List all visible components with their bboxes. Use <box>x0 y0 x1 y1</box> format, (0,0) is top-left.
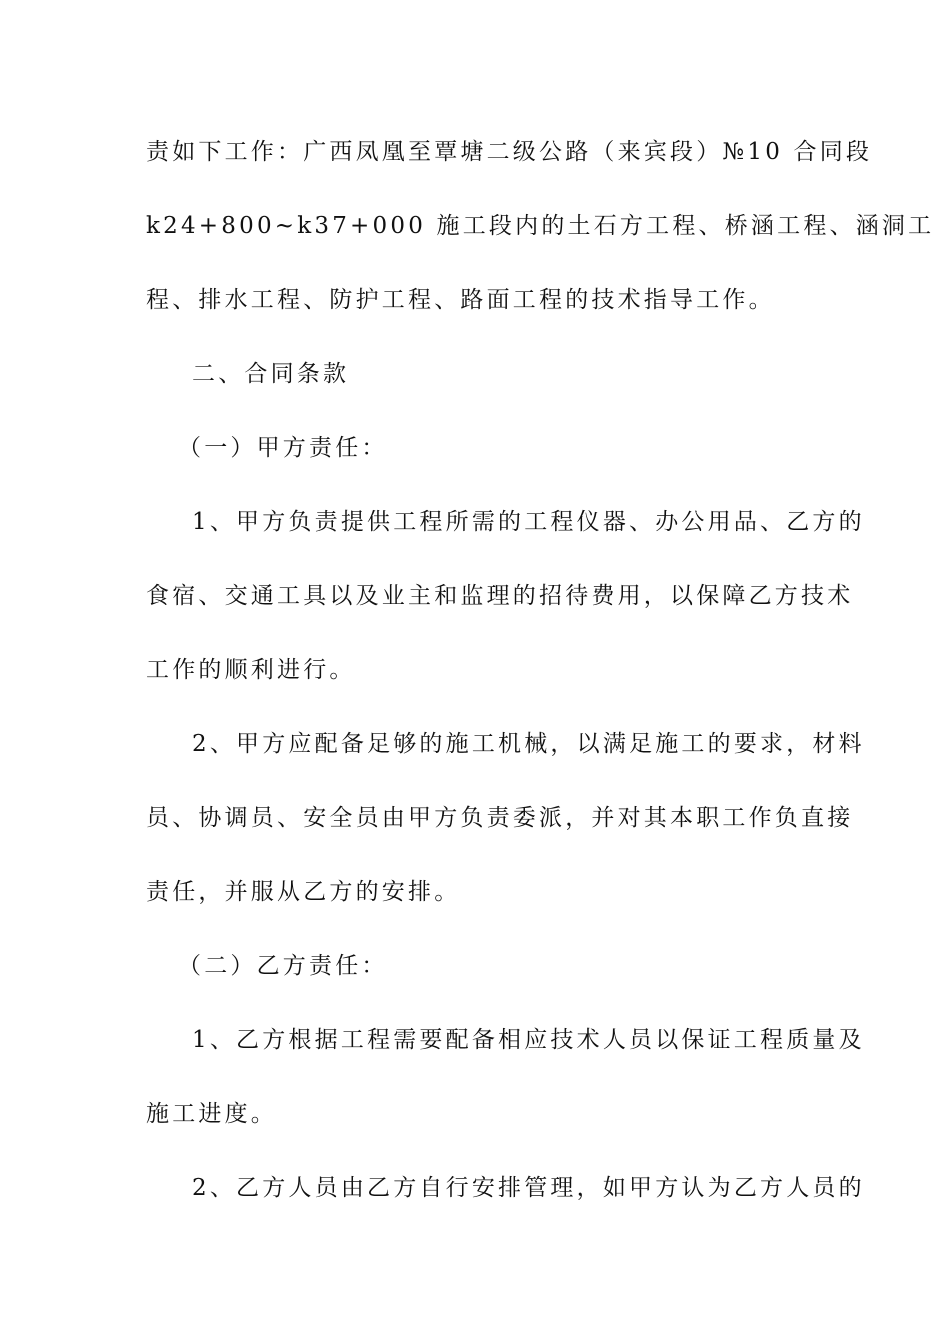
subsection-heading: （一）甲方责任： <box>178 435 388 461</box>
clause-text-line: 施工进度。 <box>146 1101 277 1127</box>
clause-text-line: 食宿、交通工具以及业主和监理的招待费用，以保障乙方技术 <box>146 583 854 609</box>
clause-text-line: 责任，并服从乙方的安排。 <box>146 879 461 905</box>
clause-text-line: 1、甲方负责提供工程所需的工程仪器、办公用品、乙方的 <box>192 509 865 535</box>
body-text-line: 责如下工作：广西凤凰至覃塘二级公路（来宾段）№10 合同段 <box>146 139 873 165</box>
clause-text-line: 工作的顺利进行。 <box>146 657 356 683</box>
subsection-heading: （二）乙方责任： <box>178 953 388 979</box>
clause-text-line: 2、乙方人员由乙方自行安排管理，如甲方认为乙方人员的 <box>192 1175 865 1201</box>
body-text-line: k24+800~k37+000 施工段内的土石方工程、桥涵工程、涵洞工 <box>146 213 935 239</box>
clause-text-line: 1、乙方根据工程需要配备相应技术人员以保证工程质量及 <box>192 1027 865 1053</box>
clause-text-line: 员、协调员、安全员由甲方负责委派，并对其本职工作负直接 <box>146 805 854 831</box>
section-heading: 二、合同条款 <box>192 361 350 387</box>
body-text-line: 程、排水工程、防护工程、路面工程的技术指导工作。 <box>146 287 775 313</box>
clause-text-line: 2、甲方应配备足够的施工机械，以满足施工的要求，材料 <box>192 731 865 757</box>
